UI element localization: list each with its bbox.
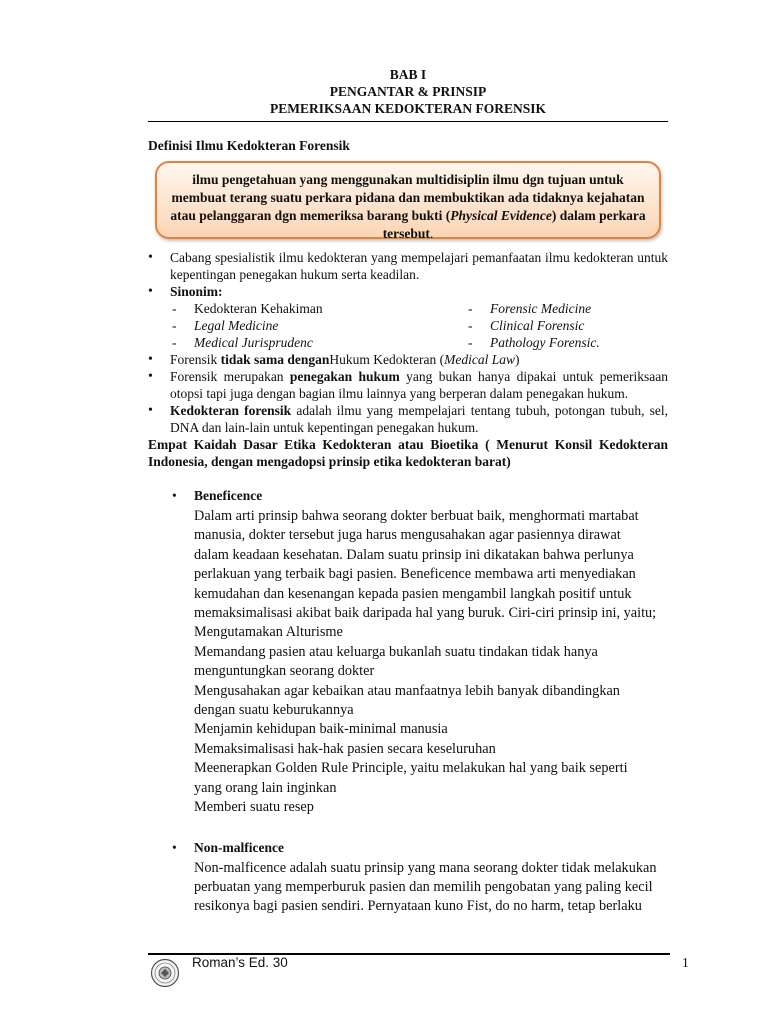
callout-text: ilmu pengetahuan yang menggunakan multidisiplin ilmu dgn tujuan untuk membuat terang suatu perkara pidana dan membuktikan ada tidaknya kejahatan atau pelanggaran dgn memeriksa barang bukti (	[170, 172, 645, 223]
definition-heading: Definisi Ilmu Kedokteran Forensik	[148, 138, 350, 153]
text-line: Mengutamakan Alturisme	[194, 624, 343, 641]
principle-title: • Beneficence	[194, 488, 263, 503]
page-number: 1	[682, 955, 689, 970]
text-line: perlakuan yang terbaik bagi pasien. Beneficence membawa arti menyediakan	[194, 566, 636, 583]
text-line: manusia, dokter tersebut juga harus mengusahakan agar pasiennya dirawat	[194, 527, 621, 544]
list-item	[148, 249, 668, 283]
text-line: Non-malficence adalah suatu prinsip yang mana seorang dokter tidak melakukan	[194, 859, 657, 876]
bullet-text: Hukum Kedokteran (	[329, 352, 445, 367]
text-line: Dalam arti prinsip bahwa seorang dokter berbuat baik, menghormati martabat	[194, 508, 639, 524]
footer-edition: Roman’s Ed. 30	[192, 955, 288, 970]
text-line: menguntungkan seorang dokter	[194, 663, 375, 680]
text-line: dalam keadaan kesehatan. Dalam suatu prinsip ini dikatakan bahwa perlunya	[194, 546, 634, 563]
principle-title: • Non-malficence	[194, 839, 284, 855]
bullet-bold-text: penegakan hukum	[289, 369, 400, 384]
text-line: kemudahan dan kesenangan kepada pasien mengambil langkah positif untuk	[194, 585, 632, 602]
bullet-bold-text: tidak sama dengan	[220, 352, 330, 367]
non-malficence-body	[194, 859, 672, 917]
chapter-title-line1: PENGANTAR & PRINSIP	[329, 84, 487, 99]
ethics-principles-heading: Empat Kaidah Dasar Etika Kedokteran atau Bioetika ( Menurut Konsil Kedokteran Indonesia, dengan mengadopsi prinsip etika kedokteran barat)	[148, 437, 668, 469]
text-line: Menjamin kehidupan baik-minimal manusia	[194, 721, 448, 738]
bullet-text: Cabang spesialistik ilmu kedokteran yang mempelajari pemanfaatan ilmu kedokteran untuk kepentingan penegakan hukum serta keadilan.	[170, 250, 668, 282]
synonym-item: - Kedokteran Kehakiman	[170, 300, 466, 317]
seal-logo-icon	[150, 958, 180, 988]
principle-non-malficence	[172, 839, 668, 917]
text-line: Meenerapkan Golden Rule Principle, yaitu melakukan hal yang baik seperti	[194, 760, 628, 777]
text-line: Memberi suatu resep	[194, 799, 314, 816]
synonym-item: - Forensic Medicine	[466, 300, 666, 317]
synonym-item: - Legal Medicine	[170, 317, 466, 334]
ethics-principles-list	[148, 487, 668, 917]
definition-bullet-list	[148, 249, 668, 436]
text-line: memaksimalisasi akibat baik daripada hal yang buruk. Ciri-ciri prinsip ini, yaitu;	[194, 605, 657, 622]
principle-beneficence	[172, 487, 668, 818]
list-item	[148, 351, 668, 368]
callout-period: .	[429, 226, 434, 241]
text-line: resikonya bagi pasien sendiri. Pernyataan kuno Fist, do no harm, tetap berlaku	[194, 898, 642, 915]
synonym-item: - Clinical Forensic	[466, 317, 666, 334]
text-line: Memaksimalisasi hak-hak pasien secara keseluruhan	[194, 740, 496, 757]
bullet-text: yang bukan hanya dipakai untuk pemeriksaan otopsi tapi juga dengan bagian ilmu lainnya yang berperan dalam penegakan hukum.	[170, 369, 668, 401]
synonym-item: - Medical Jurisprudenc	[170, 334, 466, 351]
synonym-grid	[170, 300, 668, 351]
bullet-text: adalah ilmu yang mempelajari tentang tubuh, potongan tubuh, sel, DNA dan lain-lain untuk kepentingan penegakan hukum.	[170, 403, 668, 435]
list-item	[148, 368, 668, 402]
page-content	[148, 137, 668, 917]
header-divider	[148, 121, 668, 122]
list-item	[148, 402, 668, 436]
bullet-bold-text: Kedokteran forensik	[170, 403, 292, 418]
definition-callout-box	[155, 161, 661, 239]
bullet-text: Forensik	[170, 352, 221, 367]
text-line: Memandang pasien atau keluarga bukanlah suatu tindakan tidak hanya	[194, 643, 598, 660]
text-line: dengan suatu keburukannya	[194, 702, 354, 719]
beneficence-body	[194, 507, 672, 818]
bullet-text: Forensik merupakan	[170, 369, 290, 384]
chapter-number: BAB I	[389, 67, 427, 82]
chapter-title-line2: PEMERIKSAAN KEDOKTERAN FORENSIK	[269, 101, 547, 116]
callout-italic-term: Physical Evidence	[450, 208, 552, 223]
text-line: Mengusahakan agar kebaikan atau manfaatnya lebih banyak dibandingkan	[194, 682, 620, 699]
list-item	[148, 283, 668, 351]
callout-text-end: ) dalam perkara tersebut	[382, 208, 646, 241]
text-line: perbuatan yang memperburuk pasien dan memilih pengobatan yang paling kecil	[194, 878, 653, 895]
bullet-text: )	[515, 352, 520, 367]
bullet-italic-text: Medical Law	[444, 352, 515, 367]
synonym-label: Sinonim:	[170, 284, 223, 299]
text-line: yang orang lain inginkan	[194, 779, 337, 796]
chapter-header	[148, 66, 668, 117]
synonym-item: - Pathology Forensic.	[466, 334, 666, 351]
